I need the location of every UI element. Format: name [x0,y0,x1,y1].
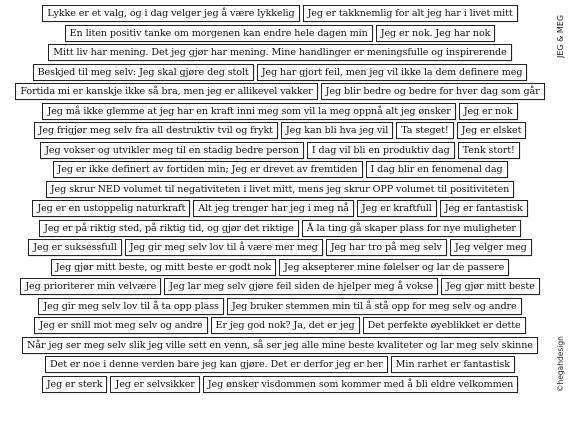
affirmation-strip: Jeg er nok. Jeg har nok [376,25,496,42]
affirmation-row [10,141,550,161]
affirmation-strip: Jeg gir meg selv lov til å ta opp plass [38,298,223,315]
affirmation-strip: Det er noe i denne verden bare jeg kan gjøre. Det er derfor jeg er her [45,356,388,373]
affirmation-strip: Jeg kan bli hva jeg vil [281,122,393,139]
affirmation-strip: Jeg er nok [459,103,518,120]
affirmation-strip: Jeg har gjort feil, men jeg vil ikke la dem definere meg [257,64,528,81]
affirmation-row [10,43,550,63]
affirmation-strip: Jeg gir meg selv lov til å være mer meg [125,239,323,256]
affirmation-strip: Det perfekte øyeblikket er dette [363,317,526,334]
affirmation-strip: Lykke er et valg, og i dag velger jeg å være lykkelig [42,5,299,22]
affirmation-strip: I dag vil bli en produktiv dag [307,142,455,159]
affirmation-rows [10,4,550,394]
affirmation-strip: En liten positiv tanke om morgenen kan endre hele dagen min [65,25,373,42]
affirmation-row [10,24,550,44]
affirmation-strip: Alt jeg trenger har jeg i meg nå [193,200,354,217]
affirmation-row [10,63,550,83]
affirmation-row [10,316,550,336]
affirmation-strip: Jeg blir bedre og bedre for hver dag som går [321,83,545,100]
affirmation-strip: Er jeg god nok? Ja, det er jeg [211,317,360,334]
affirmation-row [10,336,550,356]
affirmation-row [10,277,550,297]
affirmation-row [10,219,550,239]
affirmation-strip: Jeg er suksessfull [28,239,121,256]
affirmation-strip: Beskjed til meg selv: Jeg skal gjøre deg stolt [33,64,254,81]
affirmation-strip: Jeg er på riktig sted, på riktig tid, og gjør det riktige [39,220,299,237]
affirmation-strip: Jeg er kraftfull [357,200,437,217]
affirmation-strip: Jeg har tro på meg selv [326,239,447,256]
affirmation-strip: Jeg er en ustoppelig naturkraft [32,200,190,217]
affirmation-row [10,238,550,258]
affirmation-strip: Jeg ønsker visdommen som kommer med å bli eldre velkommen [203,376,518,393]
affirmation-row [10,258,550,278]
affirmation-strip: Jeg velger meg [450,239,532,256]
designer-credit: ©hegahdesign [556,336,565,392]
affirmation-row [10,102,550,122]
affirmation-strip: Jeg vokser og utvikler meg til en stadig bedre person [40,142,304,159]
affirmation-strip: Jeg gjør mitt beste, og mitt beste er godt nok [51,259,276,276]
affirmation-strip: Fortida mi er kanskje ikke så bra, men jeg er allikevel vakker [15,83,317,100]
affirmation-strip: Ta steget! [396,122,453,139]
affirmation-row [10,297,550,317]
affirmation-row [10,375,550,395]
affirmation-strip: Jeg gjør mitt beste [441,278,540,295]
affirmation-strip: Jeg skrur NED volumet til negativiteten i livet mitt, mens jeg skrur OPP volumet til positiviteten [46,181,514,198]
affirmation-row [10,180,550,200]
affirmation-row [10,199,550,219]
affirmation-strip: Mitt liv har mening. Det jeg gjør har mening. Mine handlinger er meningsfulle og inspirerende [48,44,511,61]
affirmation-strip: Jeg er takknemlig for alt jeg har i livet mitt [303,5,518,22]
affirmation-row [10,121,550,141]
affirmation-strip: Jeg lar meg selv gjøre feil siden de hjelper meg å vokse [164,278,438,295]
affirmation-row [10,355,550,375]
affirmation-strip: Jeg er ikke definert av fortiden min; Jeg er drevet av fremtiden [53,161,363,178]
affirmation-strip: Når jeg ser meg selv slik jeg ville sett en venn, så ser jeg alle mine beste kvaliteter og lar meg selv skinne [22,337,538,354]
affirmation-strip: Jeg er selvsikker [110,376,199,393]
affirmation-strip: Jeg er snill mot meg selv og andre [34,317,207,334]
affirmation-strip: Jeg er fantastisk [440,200,528,217]
affirmation-strip: Jeg er elsket [457,122,527,139]
affirmation-row [10,160,550,180]
affirmation-strip: Jeg bruker stemmen min til å stå opp for meg selv og andre [227,298,522,315]
affirmation-strip: Jeg frigjør meg selv fra all destruktiv tvil og frykt [34,122,278,139]
affirmation-row [10,4,550,24]
affirmation-strip: Å la ting gå skaper plass for nye muligheter [302,220,521,237]
affirmation-row [10,82,550,102]
affirmation-strip: Min rarhet er fantastisk [391,356,515,373]
affirmation-strip: Jeg prioriterer min velvære [20,278,161,295]
affirmation-strip: Jeg må ikke glemme at jeg har en kraft inni meg som vil la meg oppnå alt jeg ønsker [42,103,455,120]
sheet-title: JEG & MEG [556,14,565,58]
affirmation-strip: Jeg aksepterer mine følelser og lar de passere [279,259,509,276]
affirmation-strip: Tenk stort! [458,142,520,159]
affirmation-strip: I dag blir en fenomenal dag [366,161,508,178]
affirmation-strip: Jeg er sterk [42,376,108,393]
